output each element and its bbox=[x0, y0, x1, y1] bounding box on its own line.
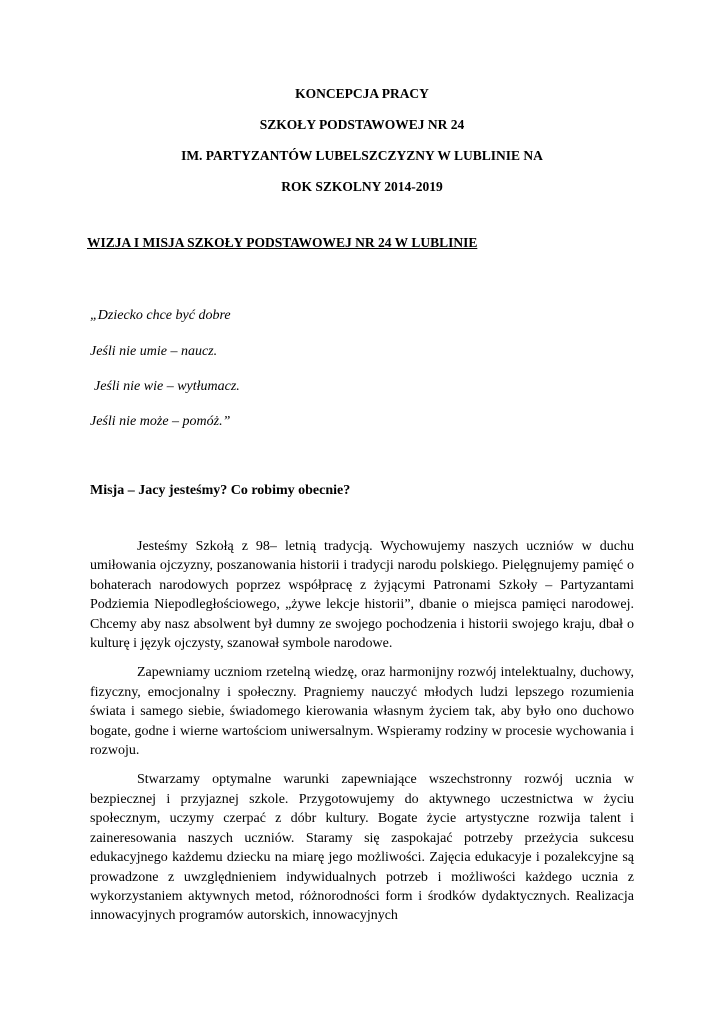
paragraph-3: Stwarzamy optymalne warunki zapewniające wszechstronny rozwój ucznia w bezpiecznej i przyjaznej szkole. Przygotowujemy do aktywnego uczestnictwa w życiu społecznym, uczymy czerpać z dóbr kultury. Bogate życie artystyczne rozwija talent i zaineresowania naszych uczniów. Staramy się zaspokajać potrzeby przeżycia sukcesu edukacyjnego każdemu dziecku na miarę jego możliwości. Zajęcia edukacyje i pozalekcyjne są prowadzone z uwzględnieniem indywidualnych potrzeb i możliwości każdego ucznia z wykorzystaniem aktywnych metod, różnorodności form i środków dydaktycznych. Realizacja innowacyjnych programów autorskich, innowacyjnych bbox=[90, 772, 634, 924]
title-line-4: ROK SZKOLNY 2014-2019 bbox=[281, 179, 443, 194]
paragraph-1: Jesteśmy Szkołą z 98– letnią tradycją. Wychowujemy naszych uczniów w duchu umiłowania ojczyzny, poszanowania historii i tradycji narodu polskiego. Pielęgnujemy pamięć o bohaterach narodowych poprzez współpracę z żyjącymi Patronami Szkoły – Partyzantami Podziemia Niepodległościowego, „żywe lekcje historii”, dbanie o miejsca pamięci narodowej. Chcemy aby nasz absolwent był dumny ze swojego pochodzenia i historii swojego kraju, dbał o kulturę i język ojczysty, szanował symbole narodowe. bbox=[90, 539, 634, 652]
title-line-2: SZKOŁY PODSTAWOWEJ NR 24 bbox=[259, 117, 465, 132]
document-title-block bbox=[0, 86, 724, 210]
quote-line-2: Jeśli nie umie – naucz. bbox=[90, 344, 218, 359]
mission-heading: Misja – Jacy jesteśmy? Co robimy obecnie? bbox=[90, 483, 351, 498]
quote-line-1: „Dziecko chce być dobre bbox=[90, 308, 231, 323]
vision-mission-heading: WIZJA I MISJA SZKOŁY PODSTAWOWEJ NR 24 W LUBLINIE bbox=[87, 235, 478, 250]
paragraph-2: Zapewniamy uczniom rzetelną wiedzę, oraz harmonijny rozwój intelektualny, duchowy, fizyczny, emocjonalny i społeczny. Pragniemy nauczyć młodych ludzi lepszego rozumienia świata i samego siebie, świadomego kierowania własnym życiem tak, aby było ono duchowo bogate, godne i wierne wartościom uniwersalnym. Wspieramy rodziny w procesie wychowania i rozwoju. bbox=[90, 665, 634, 759]
title-line-1: KONCEPCJA PRACY bbox=[295, 86, 429, 101]
title-line-3: IM. PARTYZANTÓW LUBELSZCZYZNY W LUBLINIE NA bbox=[181, 148, 543, 163]
mission-body bbox=[90, 537, 634, 936]
quote-line-4: Jeśli nie może – pomóż.” bbox=[90, 414, 231, 429]
quote-line-3: Jeśli nie wie – wytłumacz. bbox=[94, 379, 240, 394]
